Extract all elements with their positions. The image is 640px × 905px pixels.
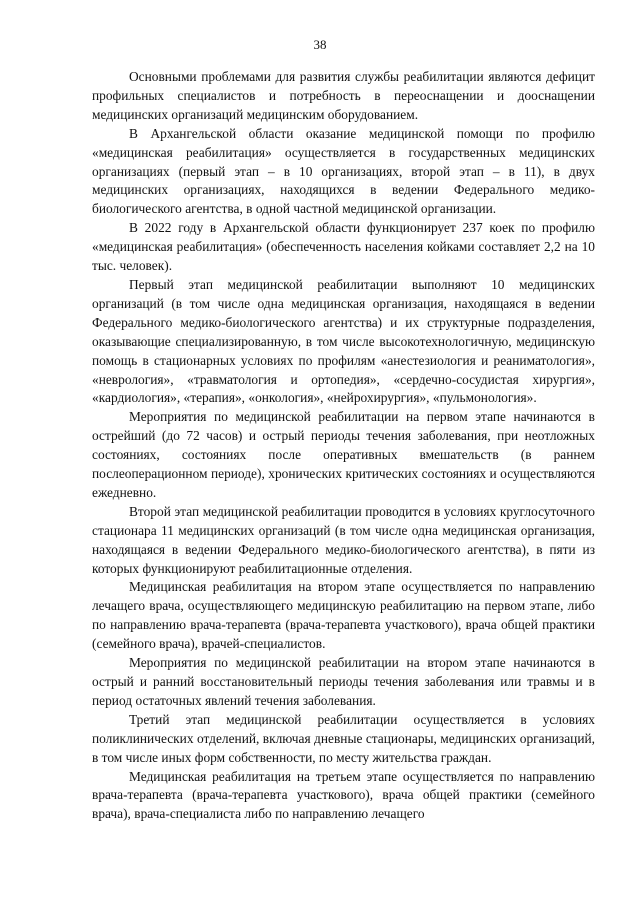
- paragraph-problems: Основными проблемами для развития службы реабилитации являются дефицит профильных специалистов и потребность в переоснащении и дооснащении медицинских организаций медицинским оборудованием.: [92, 69, 595, 122]
- paragraph-arkhangelsk-care: В Архангельской области оказание медицинской помощи по профилю «медицинская реабилитация» осуществляется в государственных медицинских организациях (первый этап – в 10 организациях, второй этап – в 11), в двух медицинских организациях, находящихся в ведении Федерального медико-биологического агентства, в одной частной медицинской организации.: [92, 125, 595, 217]
- paragraph-beds-2022: В 2022 году в Архангельской области функционирует 237 коек по профилю «медицинская реабилитация» (обеспеченность населения койками составляет 2,2 на 10 тыс. человек).: [92, 220, 595, 274]
- paragraph-third-stage: Третий этап медицинской реабилитации осуществляется в условиях поликлинических отделений, включая дневные стационары, медицинских организаций, в том числе иных форм собственности, по месту жительства граждан.: [92, 711, 595, 765]
- paragraph-first-stage: Первый этап медицинской реабилитации выполняют 10 медицинских организаций (в том числе одна медицинская организация, находящаяся в ведении Федерального медико-биологического агентства) и их структурные подразделения, оказывающие специализированную, в том числе высокотехнологичную, медицинскую помощь в стационарных условиях по профилям «анестезиология и реаниматология», «неврология», «травматология и ортопедия», «сердечно-сосудистая хирургия», «кардиология», «терапия», «онкология», «нейрохирургия», «пульмонология».: [92, 276, 595, 406]
- document-body: [92, 68, 595, 824]
- paragraph-second-stage-referral: Медицинская реабилитация на втором этапе осуществляется по направлению лечащего врача, осуществляющего медицинскую реабилитацию на первом этапе, либо по направлению врача-терапевта (врача-терапевта участкового), врача общей практики (семейного врача), врачей-специалистов.: [92, 579, 595, 652]
- paragraph-second-stage-measures: Мероприятия по медицинской реабилитации на втором этапе начинаются в острый и ранний восстановительный периоды течения заболевания или травмы и в период остаточных явлений течения заболевания.: [92, 655, 595, 708]
- paragraph-third-stage-referral: Медицинская реабилитация на третьем этапе осуществляется по направлению врача-терапевта (врача-терапевта участкового), врача общей практики (семейного врача), врача-специалиста либо по направлению лечащего: [92, 768, 595, 822]
- paragraph-first-stage-measures: Мероприятия по медицинской реабилитации на первом этапе начинаются в острейший (до 72 часов) и острый периоды течения заболевания, при неотложных состояниях, состояниях после оперативных вмешательств (в раннем послеоперационном периоде), хронических критических состояниях и осуществляются ежедневно.: [92, 409, 595, 500]
- paragraph-second-stage: Второй этап медицинской реабилитации проводится в условиях круглосуточного стационара 11 медицинских организаций (в том числе одна медицинская организация, находящаяся в ведении Федерального медико-биологического агентства), в пяти из которых функционируют реабилитационные отделения.: [92, 503, 595, 576]
- page-number: 38: [313, 37, 327, 52]
